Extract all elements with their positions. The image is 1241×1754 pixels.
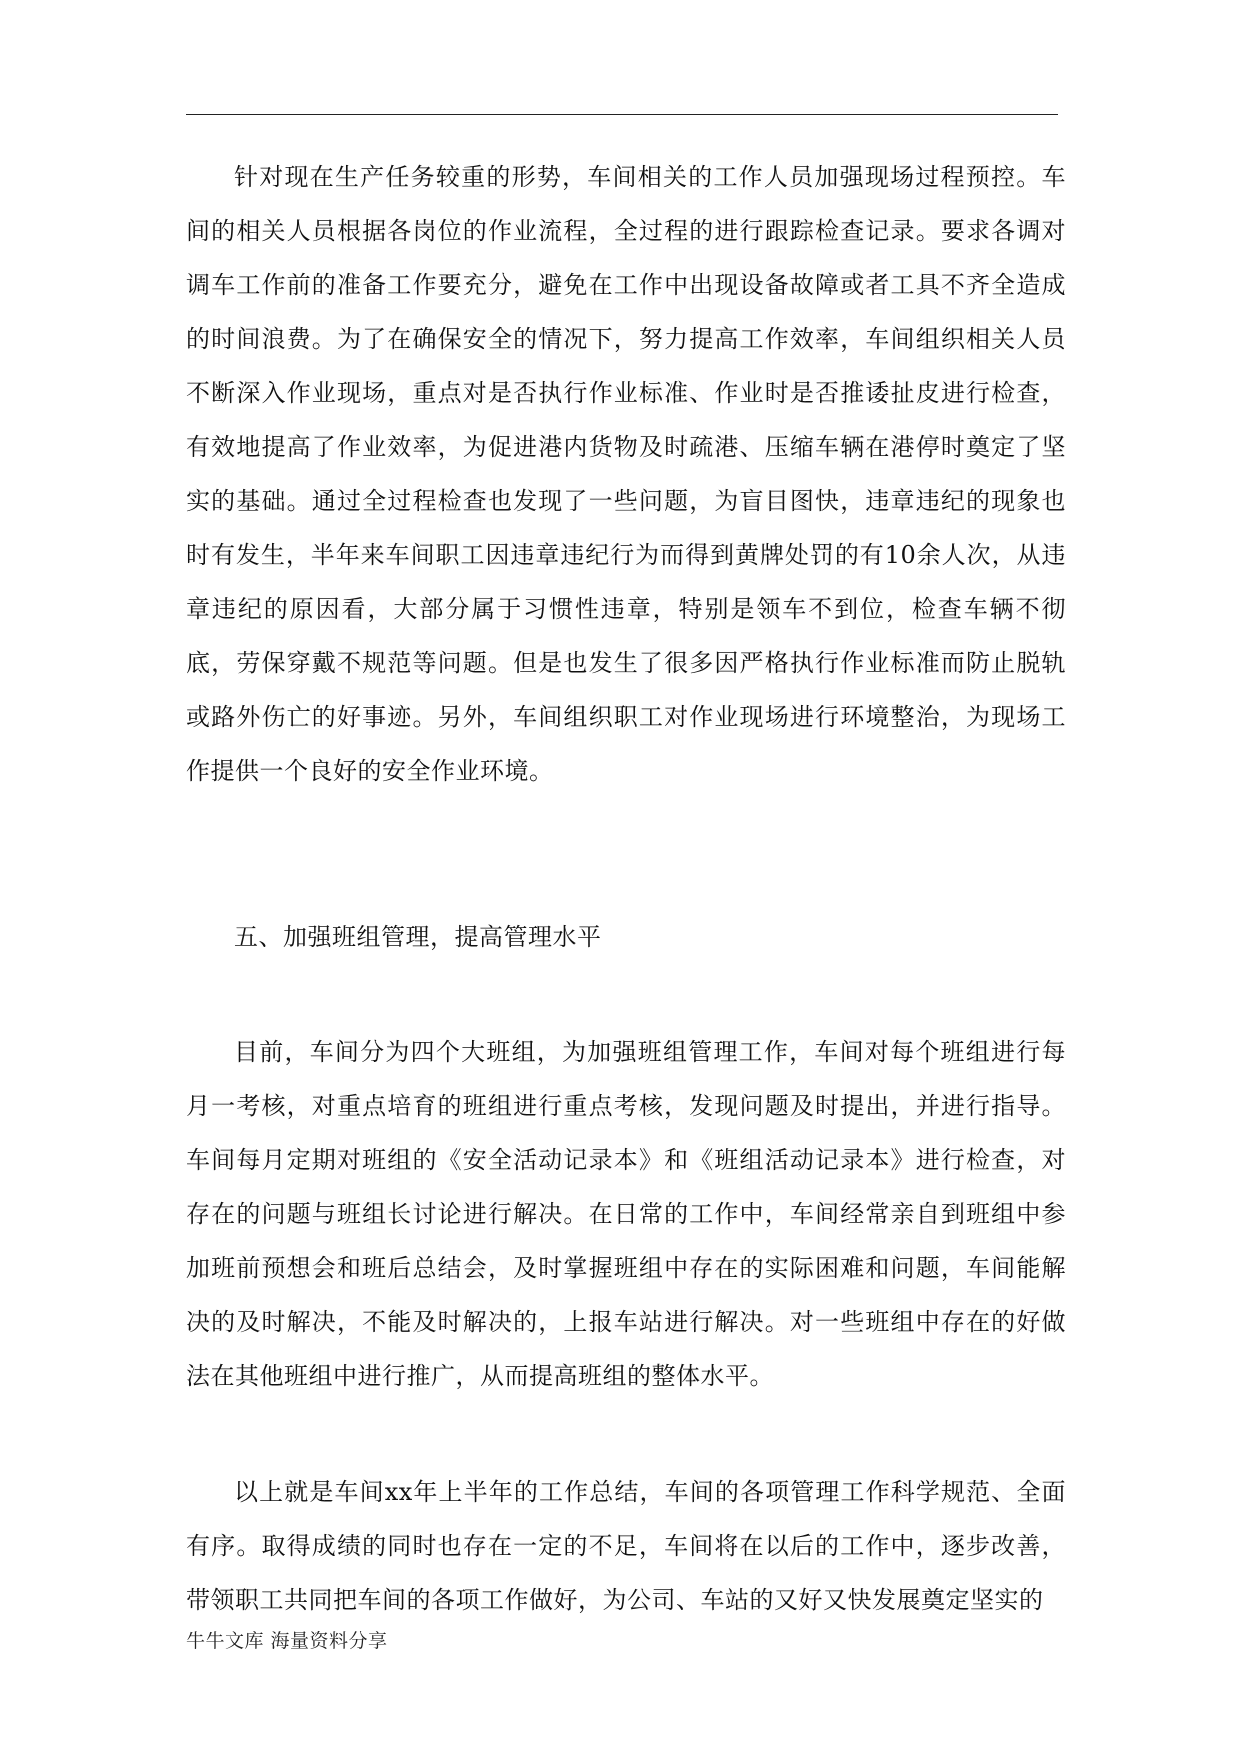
section-heading-team-management: 五、加强班组管理，提高管理水平 [234, 923, 602, 951]
paragraph-safety-control: 针对现在生产任务较重的形势，车间相关的工作人员加强现场过程预控。车间的相关人员根据各岗位的作业流程，全过程的进行跟踪检查记录。要求各调对调车工作前的准备工作要充分，避免在工作中出现设备故障或者工具不齐全造成的时间浪费。为了在确保安全的情况下，努力提高工作效率，车间组织相关人员不断深入作业现场，重点对是否执行作业标准、作业时是否推诿扯皮进行检查，有效地提高了作业效率，为促进港内货物及时疏港、压缩车辆在港停时奠定了坚实的基础。通过全过程检查也发现了一些问题，为盲目图快，违章违纪的现象也时有发生，半年来车间职工因违章违纪行为而得到黄牌处罚的有10余人次，从违章违纪的原因看，大部分属于习惯性违章，特别是领车不到位，检查车辆不彻底，劳保穿戴不规范等问题。但是也发生了很多因严格执行作业标准而防止脱轨或路外伤亡的好事迹。另外，车间组织职工对作业现场进行环境整治，为现场工作提供一个良好的安全作业环境。 [186, 163, 1066, 785]
paragraph-team-management: 目前，车间分为四个大班组，为加强班组管理工作，车间对每个班组进行每月一考核，对重点培育的班组进行重点考核，发现问题及时提出，并进行指导。车间每月定期对班组的《安全活动记录本》和《班组活动记录本》进行检查，对存在的问题与班组长讨论进行解决。在日常的工作中，车间经常亲自到班组中参加班前预想会和班后总结会，及时掌握班组中存在的实际困难和问题，车间能解决的及时解决，不能及时解决的，上报车站进行解决。对一些班组中存在的好做法在其他班组中进行推广，从而提高班组的整体水平。 [186, 1038, 1066, 1390]
document-body [186, 150, 1066, 1614]
page-footer: 牛牛文库 海量资料分享 [186, 1630, 388, 1652]
header-rule [186, 114, 1058, 115]
paragraph-summary: 以上就是车间xx年上半年的工作总结，车间的各项管理工作科学规范、全面有序。取得成绩的同时也存在一定的不足，车间将在以后的工作中，逐步改善，带领职工共同把车间的各项工作做好，为公司、车站的又好又快发展奠定坚实的 [186, 1478, 1066, 1614]
